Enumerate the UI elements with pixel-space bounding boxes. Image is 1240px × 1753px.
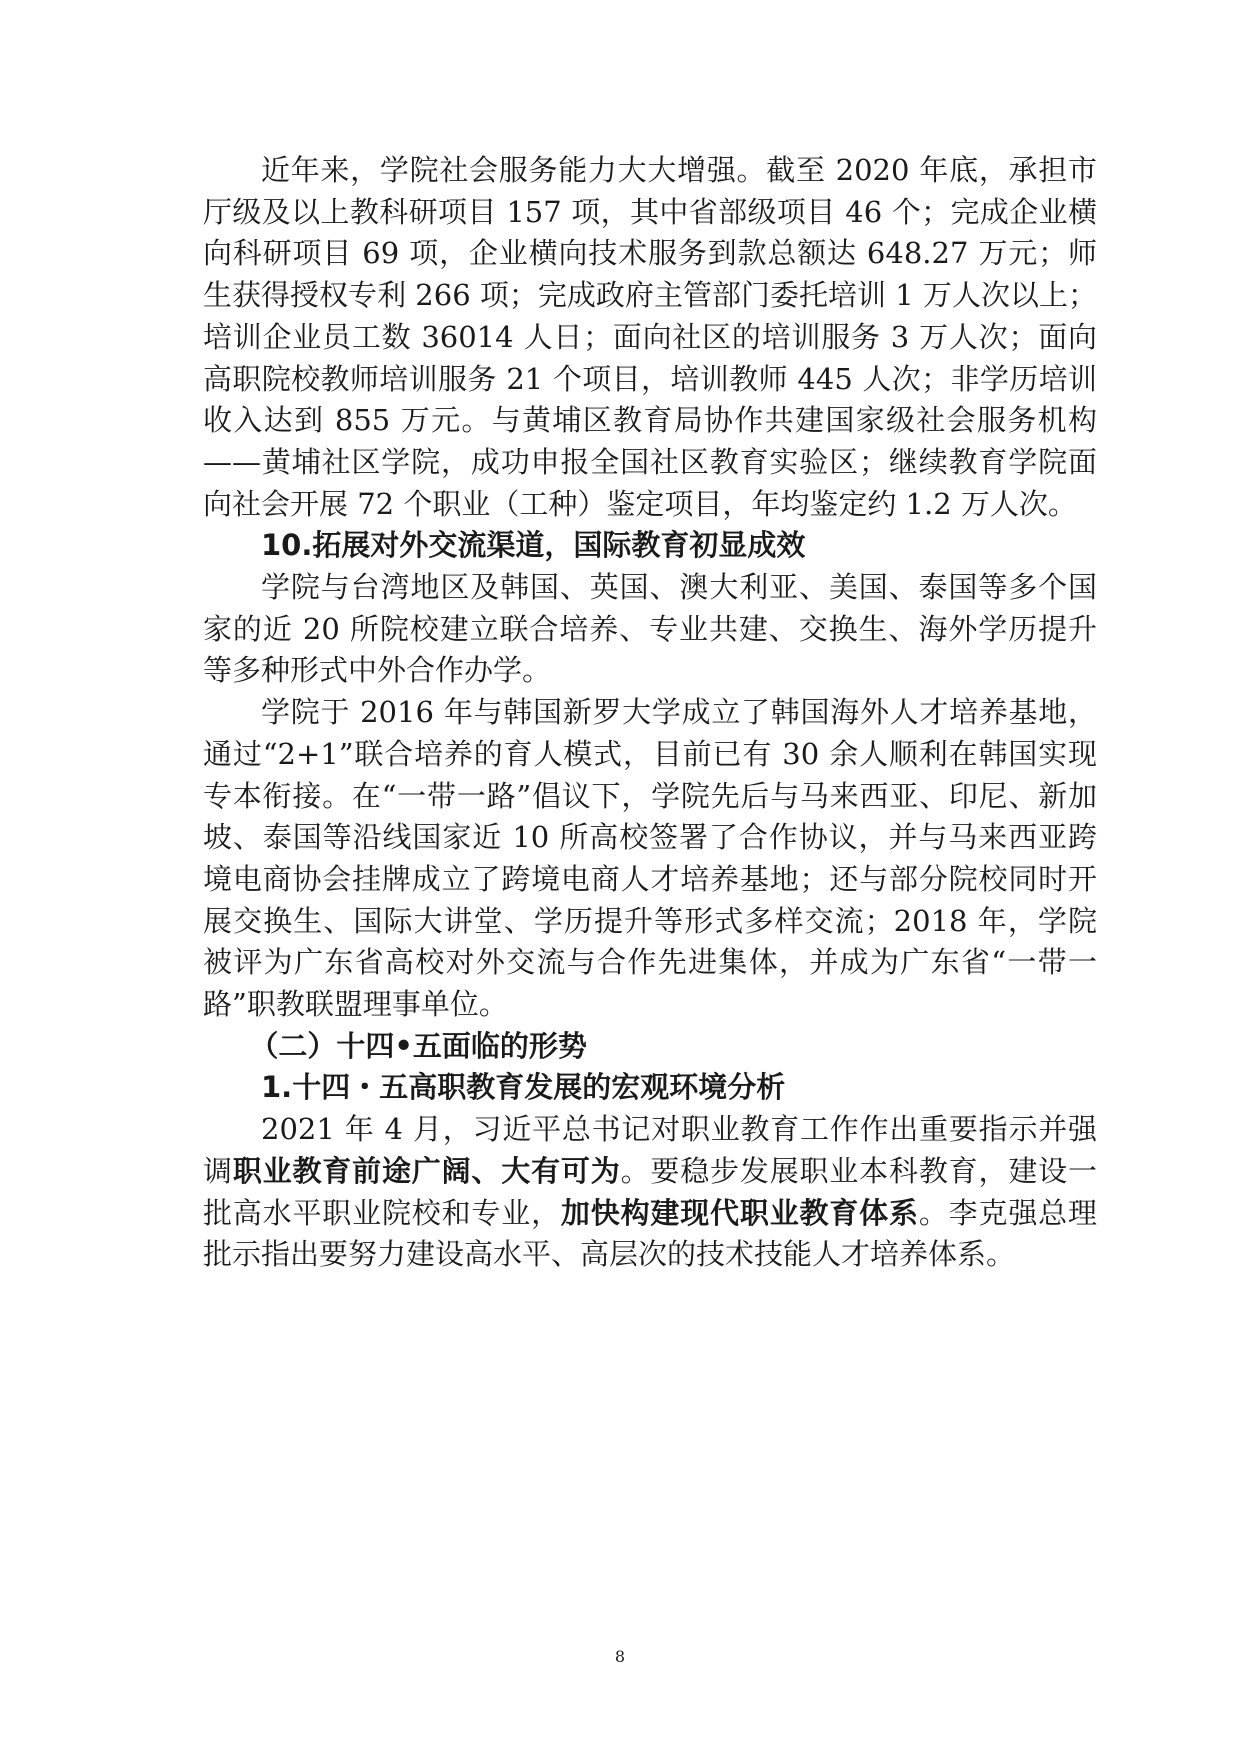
page-number: 8 xyxy=(614,1647,626,1666)
instruction-text-3: 。李克强总理批示指出要努力建设高水平、高层次的技术技能人才培养体系。 xyxy=(203,1195,1097,1272)
instruction-text-2: 。要稳步发展职业本科教育，建设一批高水平职业院校和专业， xyxy=(203,1153,1097,1230)
paragraph-korea-belt-road: 学院于 2016 年与韩国新罗大学成立了韩国海外人才培养基地，通过“2+1”联合培养的育人模式，目前已有 30 余人顺利在韩国实现专本衔接。在“一带一路”倡议下，学院先后与马来西亚、印尼、新加坡、泰国等沿线国家近 10 所高校签署了合作协议，并与马来西亚跨境电商协会挂牌成立了跨境电商人才培养基地；还与部分院校同时开展交换生、国际大讲堂、学历提升等形式多样交流；2018 年，学院被评为广东省高校对外交流与合作先进集体，并成为广东省“一带一路”职教联盟理事单位。 xyxy=(203,695,1097,1022)
heading-international-exchange: 10.拓展对外交流渠道，国际教育初显成效 xyxy=(261,528,806,563)
heading-section-situation: （二）十四•五面临的形势 xyxy=(249,1028,587,1063)
paragraph-vocational-instructions xyxy=(203,1109,1097,1276)
paragraph-social-service: 近年来，学院社会服务能力大大增强。截至 2020 年底，承担市厅级及以上教科研项目 157 项，其中省部级项目 46 个；完成企业横向科研项目 69 项，企业横向技术服务到款总额达 648.27 万元；师生获得授权专利 266 项；完成政府主管部门委托培训 1 万人次以上；培训企业员工数 36014 人日；面向社区的培训服务 3 万人次；面向高职院校教师培训服务 21 个项目，培训教师 445 人次；非学历培训收入达到 855 万元。与黄埔区教育局协作共建国家级社会服务机构——黄埔社区学院，成功申报全国社区教育实验区；继续教育学院面向社会开展 72 个职业（工种）鉴定项目，年均鉴定约 1.2 万人次。 xyxy=(203,153,1097,521)
paragraph-foreign-cooperation: 学院与台湾地区及韩国、英国、澳大利亚、美国、泰国等多个国家的近 20 所院校建立联合培养、专业共建、交换生、海外学历提升等多种形式中外合作办学。 xyxy=(203,570,1097,688)
instruction-emphasis-2: 加快构建现代职业教育体系 xyxy=(560,1195,919,1230)
heading-macro-environment: 1.十四・五高职教育发展的宏观环境分析 xyxy=(261,1070,786,1105)
instruction-text-1: 2021 年 4 月，习近平总书记对职业教育工作作出重要指示并强调 xyxy=(203,1112,1097,1188)
document-body xyxy=(203,150,1097,1276)
instruction-emphasis-1: 职业教育前途广阔、大有可为 xyxy=(232,1153,621,1188)
